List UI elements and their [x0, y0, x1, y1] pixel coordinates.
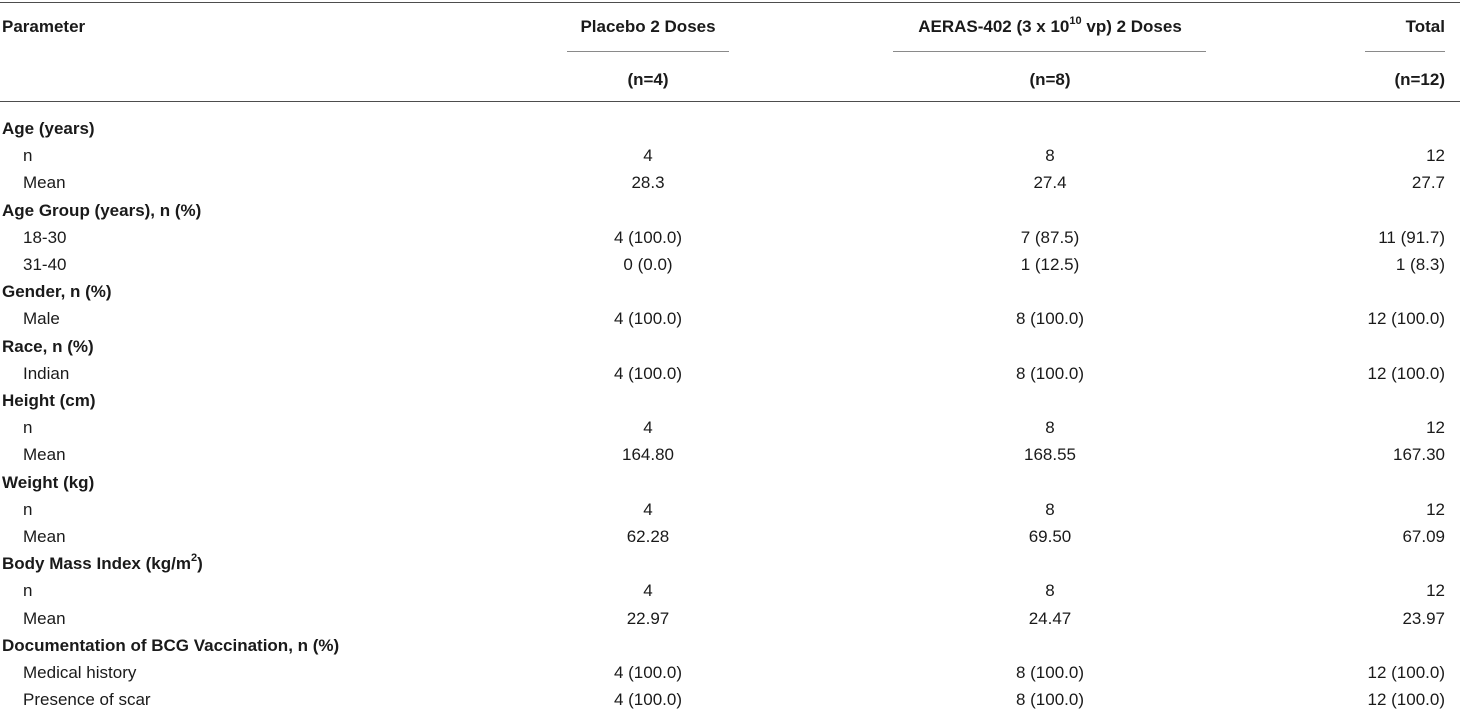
row-label-text: n	[23, 581, 33, 600]
placebo-value: 4 (100.0)	[613, 364, 683, 383]
header-parameter: Parameter	[2, 17, 86, 36]
total-value: 12	[1426, 581, 1445, 600]
section-label	[2, 636, 339, 656]
table-top-rule	[0, 2, 1460, 3]
row-label	[23, 364, 69, 384]
total-value: 12 (100.0)	[1367, 690, 1445, 709]
row-label	[23, 418, 32, 438]
row-label	[23, 609, 66, 629]
aeras-value: 1 (12.5)	[1020, 255, 1080, 274]
placebo-value: 28.3	[631, 173, 665, 192]
row-label-text: Presence of scar	[23, 690, 151, 709]
section-label	[2, 554, 203, 574]
placebo-value: 164.80	[622, 445, 674, 464]
total-value: 11 (91.7)	[1378, 228, 1445, 247]
row-label-sup: 2	[190, 552, 198, 565]
placebo-value: 4 (100.0)	[613, 228, 683, 247]
row-label-text: Male	[23, 309, 60, 328]
row-label-text: Age (years)	[2, 119, 95, 138]
section-label	[2, 337, 94, 357]
row-label-text: Mean	[23, 445, 66, 464]
aeras-value: 7 (87.5)	[1020, 228, 1080, 247]
row-label	[23, 309, 60, 329]
aeras-header-underline	[893, 51, 1206, 52]
row-label-text: Gender, n (%)	[2, 282, 112, 301]
row-label-text: Indian	[23, 364, 70, 383]
row-label	[23, 581, 32, 601]
placebo-value: 4 (100.0)	[613, 690, 683, 709]
total-value: 27.7	[1411, 173, 1445, 192]
row-label-text: Mean	[23, 609, 66, 628]
placebo-value: 4	[643, 146, 653, 165]
row-label	[23, 500, 32, 520]
header-bottom-rule	[0, 101, 1460, 102]
total-value: 12 (100.0)	[1367, 364, 1445, 383]
placebo-value: 4	[643, 418, 653, 437]
row-label-text: Race, n (%)	[2, 337, 94, 356]
row-label-text: 31-40	[23, 255, 67, 274]
row-label-text: Body Mass Index (kg/m	[2, 554, 191, 573]
row-label	[23, 527, 66, 547]
header-aeras-text-post: vp) 2 Doses	[1081, 17, 1182, 36]
row-label-post: )	[197, 554, 203, 573]
total-header-underline	[1365, 51, 1445, 52]
row-label-text: Medical history	[23, 663, 137, 682]
row-label-text: Height (cm)	[2, 391, 96, 410]
total-value: 12 (100.0)	[1367, 309, 1445, 328]
total-value: 67.09	[1402, 527, 1445, 546]
row-label	[23, 255, 66, 275]
row-label	[23, 445, 66, 465]
total-value: 12	[1426, 146, 1445, 165]
aeras-value: 8	[1045, 500, 1055, 519]
row-label	[23, 228, 66, 248]
row-label	[23, 173, 66, 193]
row-label-text: 18-30	[23, 228, 67, 247]
header-aeras	[899, 17, 1201, 37]
section-label	[2, 119, 95, 139]
placebo-value: 22.97	[626, 609, 670, 628]
placebo-value: 4	[643, 500, 653, 519]
aeras-value: 8 (100.0)	[1015, 690, 1085, 709]
aeras-value: 8 (100.0)	[1015, 309, 1085, 328]
section-label	[2, 282, 112, 302]
total-value: 1 (8.3)	[1395, 255, 1445, 274]
section-label	[2, 391, 96, 411]
row-label-text: n	[23, 146, 33, 165]
aeras-value: 24.47	[1028, 609, 1072, 628]
header-placebo-n: (n=4)	[627, 70, 669, 89]
section-label	[2, 201, 201, 221]
aeras-value: 8	[1045, 581, 1055, 600]
total-value: 23.97	[1402, 609, 1445, 628]
row-label-text: n	[23, 418, 33, 437]
total-value: 12 (100.0)	[1367, 663, 1445, 682]
placebo-header-underline	[567, 51, 729, 52]
row-label	[23, 690, 151, 710]
total-value: 12	[1426, 418, 1445, 437]
placebo-value: 4	[643, 581, 653, 600]
total-value: 12	[1426, 500, 1445, 519]
aeras-value: 69.50	[1028, 527, 1072, 546]
aeras-value: 27.4	[1033, 173, 1067, 192]
total-value: 167.30	[1393, 445, 1445, 464]
row-label-text: Mean	[23, 173, 66, 192]
row-label-text: Documentation of BCG Vaccination, n (%)	[2, 636, 340, 655]
aeras-value: 8	[1045, 418, 1055, 437]
header-total-n: (n=12)	[1394, 70, 1445, 89]
placebo-value: 62.28	[626, 527, 670, 546]
placebo-value: 4 (100.0)	[613, 309, 683, 328]
header-aeras-n: (n=8)	[1029, 70, 1071, 89]
row-label	[23, 663, 136, 683]
header-total: Total	[1405, 17, 1445, 36]
aeras-value: 8 (100.0)	[1015, 663, 1085, 682]
placebo-value: 4 (100.0)	[613, 663, 683, 682]
row-label-text: Weight (kg)	[2, 473, 95, 492]
row-label-text: n	[23, 500, 33, 519]
row-label-text: Mean	[23, 527, 66, 546]
row-label	[23, 146, 32, 166]
aeras-value: 8 (100.0)	[1015, 364, 1085, 383]
section-label	[2, 473, 94, 493]
aeras-value: 168.55	[1024, 445, 1076, 464]
header-placebo: Placebo 2 Doses	[580, 17, 716, 36]
header-aeras-text: AERAS-402 (3 x 10	[918, 17, 1070, 36]
aeras-value: 8	[1045, 146, 1055, 165]
row-label-text: Age Group (years), n (%)	[2, 201, 202, 220]
header-aeras-sup: 10	[1069, 15, 1082, 28]
placebo-value: 0 (0.0)	[623, 255, 673, 274]
